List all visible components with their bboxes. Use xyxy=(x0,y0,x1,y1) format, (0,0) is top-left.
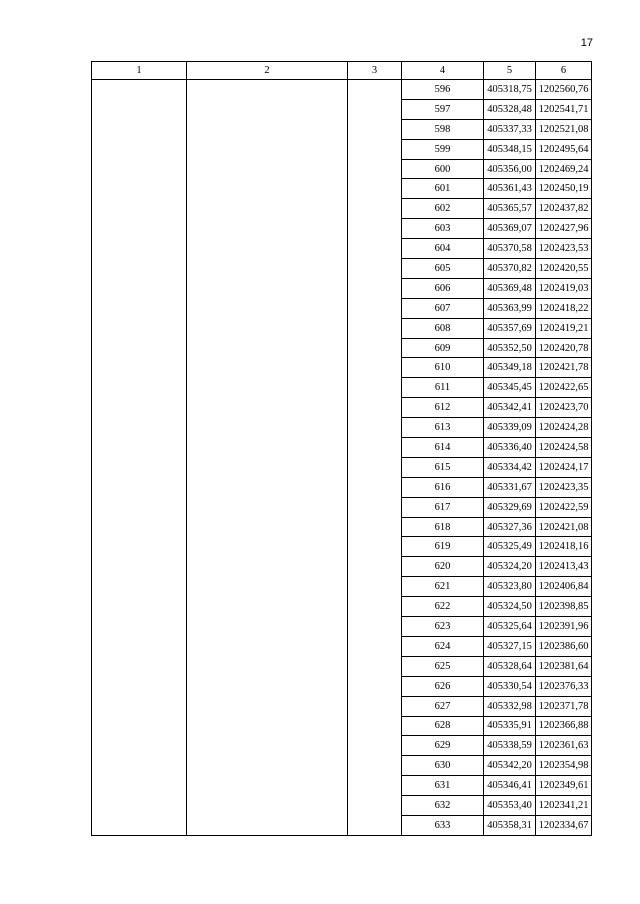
point-number-cell: 624 xyxy=(402,636,484,656)
point-number-cell: 599 xyxy=(402,139,484,159)
y-coordinate-cell: 1202421,08 xyxy=(536,517,592,537)
x-coordinate-cell: 405369,07 xyxy=(484,219,536,239)
y-coordinate-cell: 1202376,33 xyxy=(536,676,592,696)
table-row xyxy=(92,80,592,100)
point-number-cell: 617 xyxy=(402,497,484,517)
point-number-cell: 626 xyxy=(402,676,484,696)
point-number-cell: 601 xyxy=(402,179,484,199)
x-coordinate-cell: 405334,42 xyxy=(484,457,536,477)
point-number-cell: 628 xyxy=(402,716,484,736)
x-coordinate-cell: 405337,33 xyxy=(484,119,536,139)
point-number-cell: 606 xyxy=(402,278,484,298)
y-coordinate-cell: 1202423,70 xyxy=(536,398,592,418)
column-header-3: 3 xyxy=(348,62,402,80)
column-header-1: 1 xyxy=(92,62,187,80)
x-coordinate-cell: 405356,00 xyxy=(484,159,536,179)
column-header-5: 5 xyxy=(484,62,536,80)
point-number-cell: 610 xyxy=(402,358,484,378)
point-number-cell: 631 xyxy=(402,776,484,796)
x-coordinate-cell: 405345,45 xyxy=(484,378,536,398)
header-row xyxy=(92,62,592,80)
point-number-cell: 602 xyxy=(402,199,484,219)
y-coordinate-cell: 1202437,82 xyxy=(536,199,592,219)
point-number-cell: 622 xyxy=(402,597,484,617)
x-coordinate-cell: 405363,99 xyxy=(484,298,536,318)
x-coordinate-cell: 405328,64 xyxy=(484,656,536,676)
point-number-cell: 603 xyxy=(402,219,484,239)
y-coordinate-cell: 1202419,03 xyxy=(536,278,592,298)
x-coordinate-cell: 405325,49 xyxy=(484,537,536,557)
point-number-cell: 629 xyxy=(402,736,484,756)
x-coordinate-cell: 405352,50 xyxy=(484,338,536,358)
column-header-4: 4 xyxy=(402,62,484,80)
x-coordinate-cell: 405329,69 xyxy=(484,497,536,517)
point-number-cell: 615 xyxy=(402,457,484,477)
y-coordinate-cell: 1202413,43 xyxy=(536,557,592,577)
x-coordinate-cell: 405324,20 xyxy=(484,557,536,577)
x-coordinate-cell: 405342,20 xyxy=(484,756,536,776)
x-coordinate-cell: 405324,50 xyxy=(484,597,536,617)
y-coordinate-cell: 1202424,28 xyxy=(536,418,592,438)
point-number-cell: 619 xyxy=(402,537,484,557)
point-number-cell: 612 xyxy=(402,398,484,418)
point-number-cell: 597 xyxy=(402,99,484,119)
merged-cell-col3 xyxy=(348,80,402,836)
x-coordinate-cell: 405327,36 xyxy=(484,517,536,537)
y-coordinate-cell: 1202334,67 xyxy=(536,815,592,835)
point-number-cell: 625 xyxy=(402,656,484,676)
y-coordinate-cell: 1202418,16 xyxy=(536,537,592,557)
y-coordinate-cell: 1202361,63 xyxy=(536,736,592,756)
y-coordinate-cell: 1202450,19 xyxy=(536,179,592,199)
x-coordinate-cell: 405335,91 xyxy=(484,716,536,736)
y-coordinate-cell: 1202391,96 xyxy=(536,617,592,637)
point-number-cell: 598 xyxy=(402,119,484,139)
x-coordinate-cell: 405370,82 xyxy=(484,259,536,279)
x-coordinate-cell: 405358,31 xyxy=(484,815,536,835)
y-coordinate-cell: 1202560,76 xyxy=(536,80,592,100)
x-coordinate-cell: 405323,80 xyxy=(484,577,536,597)
y-coordinate-cell: 1202521,08 xyxy=(536,119,592,139)
page-number: 17 xyxy=(580,37,593,49)
y-coordinate-cell: 1202418,22 xyxy=(536,298,592,318)
column-header-2: 2 xyxy=(187,62,348,80)
y-coordinate-cell: 1202424,17 xyxy=(536,457,592,477)
x-coordinate-cell: 405318,75 xyxy=(484,80,536,100)
point-number-cell: 600 xyxy=(402,159,484,179)
y-coordinate-cell: 1202423,35 xyxy=(536,477,592,497)
y-coordinate-cell: 1202424,58 xyxy=(536,438,592,458)
column-header-6: 6 xyxy=(536,62,592,80)
y-coordinate-cell: 1202420,55 xyxy=(536,259,592,279)
x-coordinate-cell: 405332,98 xyxy=(484,696,536,716)
x-coordinate-cell: 405342,41 xyxy=(484,398,536,418)
point-number-cell: 609 xyxy=(402,338,484,358)
point-number-cell: 604 xyxy=(402,239,484,259)
y-coordinate-cell: 1202541,71 xyxy=(536,99,592,119)
y-coordinate-cell: 1202422,59 xyxy=(536,497,592,517)
x-coordinate-cell: 405346,41 xyxy=(484,776,536,796)
y-coordinate-cell: 1202398,85 xyxy=(536,597,592,617)
x-coordinate-cell: 405349,18 xyxy=(484,358,536,378)
point-number-cell: 605 xyxy=(402,259,484,279)
x-coordinate-cell: 405369,48 xyxy=(484,278,536,298)
y-coordinate-cell: 1202423,53 xyxy=(536,239,592,259)
y-coordinate-cell: 1202354,98 xyxy=(536,756,592,776)
x-coordinate-cell: 405370,58 xyxy=(484,239,536,259)
x-coordinate-cell: 405361,43 xyxy=(484,179,536,199)
x-coordinate-cell: 405331,67 xyxy=(484,477,536,497)
x-coordinate-cell: 405353,40 xyxy=(484,796,536,816)
merged-cell-col1 xyxy=(92,80,187,836)
x-coordinate-cell: 405365,57 xyxy=(484,199,536,219)
point-number-cell: 632 xyxy=(402,796,484,816)
x-coordinate-cell: 405330,54 xyxy=(484,676,536,696)
y-coordinate-cell: 1202349,61 xyxy=(536,776,592,796)
point-number-cell: 596 xyxy=(402,80,484,100)
point-number-cell: 611 xyxy=(402,378,484,398)
point-number-cell: 627 xyxy=(402,696,484,716)
y-coordinate-cell: 1202366,88 xyxy=(536,716,592,736)
y-coordinate-cell: 1202495,64 xyxy=(536,139,592,159)
y-coordinate-cell: 1202469,24 xyxy=(536,159,592,179)
y-coordinate-cell: 1202371,78 xyxy=(536,696,592,716)
x-coordinate-cell: 405325,64 xyxy=(484,617,536,637)
x-coordinate-cell: 405336,40 xyxy=(484,438,536,458)
point-number-cell: 633 xyxy=(402,815,484,835)
y-coordinate-cell: 1202421,78 xyxy=(536,358,592,378)
point-number-cell: 620 xyxy=(402,557,484,577)
y-coordinate-cell: 1202420,78 xyxy=(536,338,592,358)
point-number-cell: 630 xyxy=(402,756,484,776)
y-coordinate-cell: 1202419,21 xyxy=(536,318,592,338)
y-coordinate-cell: 1202406,84 xyxy=(536,577,592,597)
table-body xyxy=(92,80,592,836)
y-coordinate-cell: 1202386,60 xyxy=(536,636,592,656)
point-number-cell: 621 xyxy=(402,577,484,597)
y-coordinate-cell: 1202422,65 xyxy=(536,378,592,398)
y-coordinate-cell: 1202381,64 xyxy=(536,656,592,676)
y-coordinate-cell: 1202341,21 xyxy=(536,796,592,816)
coordinates-table xyxy=(91,61,592,836)
point-number-cell: 608 xyxy=(402,318,484,338)
x-coordinate-cell: 405338,59 xyxy=(484,736,536,756)
y-coordinate-cell: 1202427,96 xyxy=(536,219,592,239)
point-number-cell: 623 xyxy=(402,617,484,637)
x-coordinate-cell: 405357,69 xyxy=(484,318,536,338)
point-number-cell: 618 xyxy=(402,517,484,537)
x-coordinate-cell: 405348,15 xyxy=(484,139,536,159)
x-coordinate-cell: 405327,15 xyxy=(484,636,536,656)
point-number-cell: 616 xyxy=(402,477,484,497)
point-number-cell: 607 xyxy=(402,298,484,318)
merged-cell-col2 xyxy=(187,80,348,836)
x-coordinate-cell: 405339,09 xyxy=(484,418,536,438)
x-coordinate-cell: 405328,48 xyxy=(484,99,536,119)
point-number-cell: 613 xyxy=(402,418,484,438)
point-number-cell: 614 xyxy=(402,438,484,458)
